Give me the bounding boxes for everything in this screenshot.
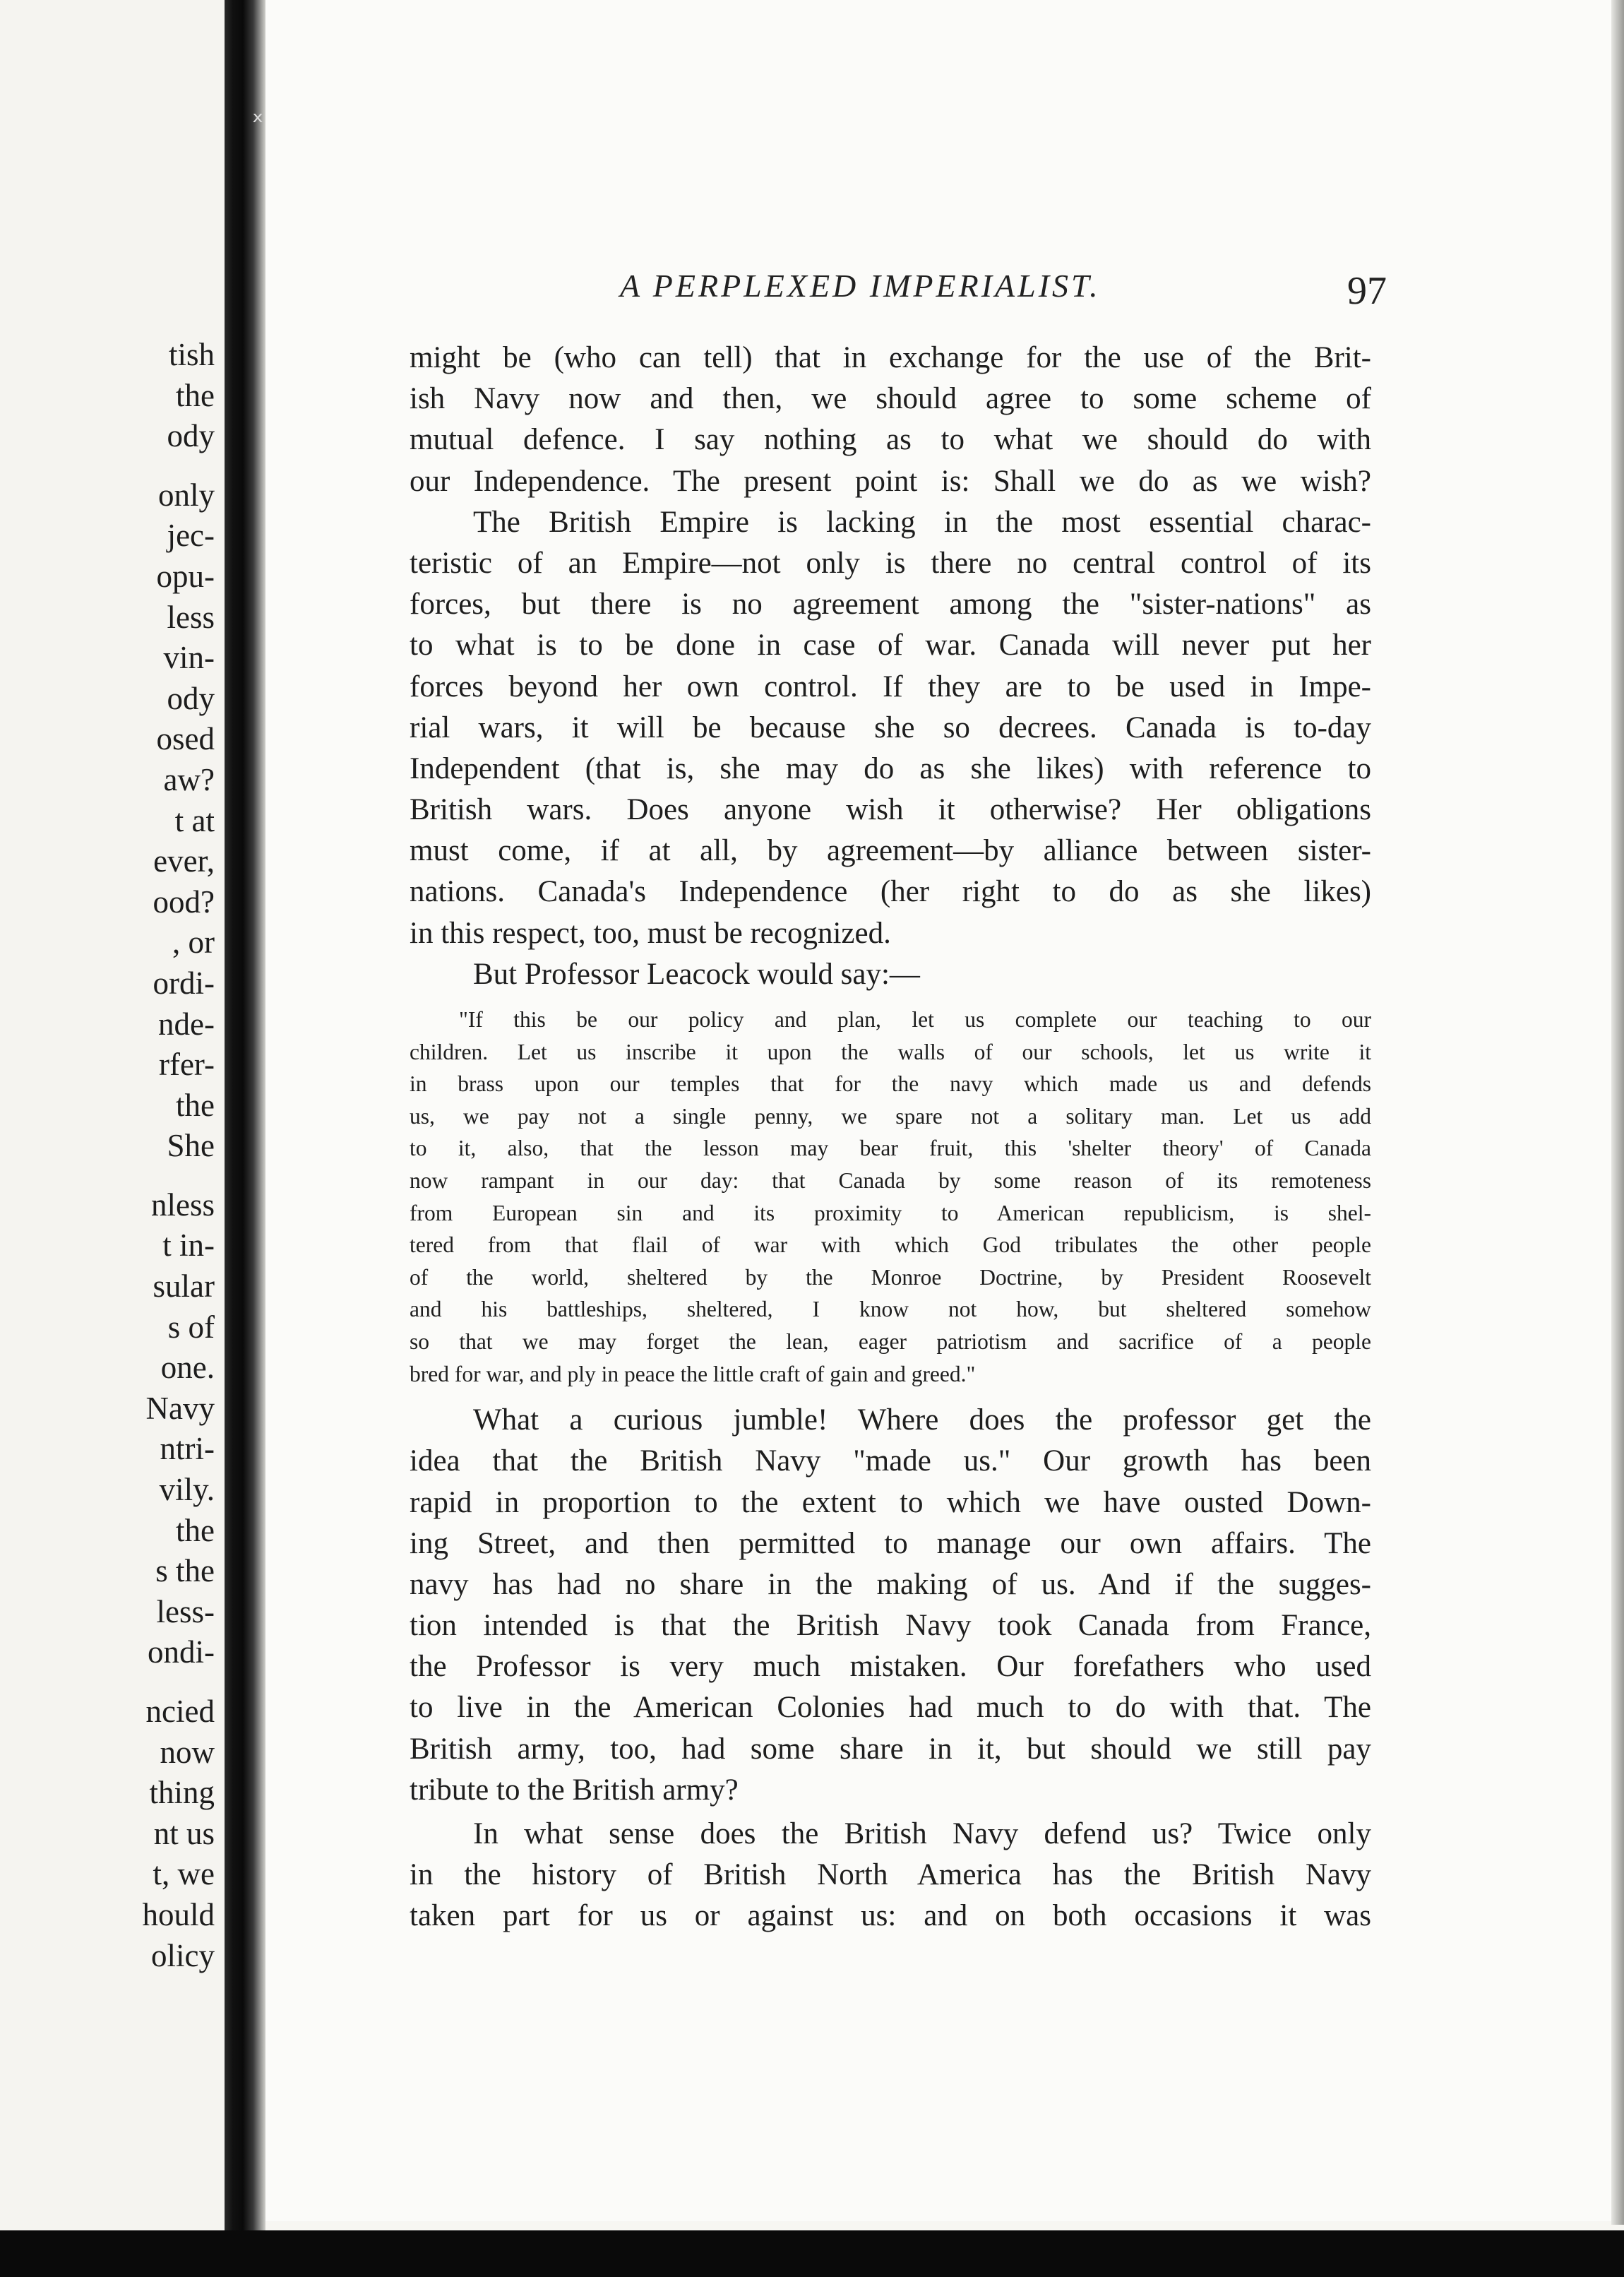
quotation-line: bred for war, and ply in peace the little craft of gain and greed."	[410, 1361, 976, 1386]
facing-page-fragment: nless	[151, 1187, 215, 1223]
facing-page-fragment: aw?	[163, 761, 215, 797]
facing-page-fragment: ncied	[145, 1693, 215, 1729]
quotation-line: to it, also, that the lesson may bear fruit, this 'shelter theory' of Canada	[410, 1136, 1371, 1161]
facing-page-fragment: t in-	[162, 1227, 215, 1264]
scanner-border	[0, 2230, 1624, 2277]
facing-page-fragment: less-	[156, 1593, 215, 1629]
text-line: forces beyond her own control. If they are to be used in Impe-	[410, 670, 1371, 703]
facing-page-fragment: the	[176, 1512, 215, 1548]
page-edge	[1611, 0, 1624, 2225]
facing-page-fragment: olicy	[151, 1937, 215, 1973]
facing-page-fragment: ood?	[153, 884, 215, 920]
facing-page-fragment: only	[157, 477, 215, 513]
quotation-line: so that we may forget the lean, eager patriotism and sacrifice of a people	[410, 1328, 1371, 1354]
quotation-line: now rampant in our day: that Canada by some reason of its remoteness	[410, 1167, 1371, 1193]
block-quotation	[410, 1004, 1371, 1390]
facing-page-fragment: nde-	[158, 1006, 215, 1042]
facing-page-fragment: rfer-	[158, 1047, 215, 1083]
facing-page-fragment: Navy	[145, 1390, 215, 1426]
facing-page-fragment: the	[176, 1087, 215, 1123]
facing-page-fragment: nt us	[153, 1815, 215, 1851]
text-line: mutual defence. I say nothing as to what we should do with	[410, 423, 1371, 457]
page-number: 97	[1347, 269, 1387, 313]
facing-page-fragment: less	[167, 599, 215, 635]
facing-page-fragment: now	[160, 1734, 215, 1770]
quotation-line: and his battleships, sheltered, I know not how, but sheltered somehow	[410, 1297, 1371, 1322]
quotation-line: of the world, sheltered by the Monroe Doctrine, by President Roosevelt	[410, 1264, 1371, 1290]
facing-page-fragment: t at	[174, 802, 215, 838]
text-line: idea that the British Navy "made us." Our growth has been	[410, 1444, 1371, 1478]
binding-mark: ˣ	[251, 106, 264, 138]
facing-page-fragment: the	[176, 377, 215, 413]
text-line: nations. Canada's Independence (her right to do as she likes)	[410, 875, 1371, 909]
quotation-line: children. Let us inscribe it upon the walls of our schools, let us write it	[410, 1039, 1371, 1064]
paragraph	[410, 338, 1371, 502]
facing-page-fragment: hould	[142, 1896, 215, 1932]
quotation-line: tered from that flail of war with which God tribulates the other people	[410, 1232, 1371, 1258]
facing-page-fragment: sular	[153, 1268, 215, 1304]
facing-page-fragment: vin-	[163, 640, 215, 676]
paragraph	[410, 502, 1371, 954]
text-line: our Independence. The present point is: Shall we do as we wish?	[410, 464, 1371, 498]
text-line: in the history of British North America has the British Navy	[410, 1858, 1371, 1892]
facing-page-fragment: ody	[167, 418, 215, 454]
paragraph	[410, 1814, 1371, 1937]
facing-page-fragment: t, we	[153, 1856, 215, 1892]
facing-page-fragment: She	[167, 1128, 215, 1164]
text-line: the Professor is very much mistaken. Our forefathers who used	[410, 1650, 1371, 1684]
facing-page-fragment: ordi-	[153, 965, 215, 1001]
text-line: British wars. Does anyone wish it otherwise? Her obligations	[410, 793, 1371, 827]
facing-page-fragment: s the	[155, 1553, 215, 1589]
text-line: The British Empire is lacking in the most essential charac-	[473, 505, 1371, 539]
text-line: Independent (that is, she may do as she likes) with reference to	[410, 751, 1371, 785]
facing-page-fragment: vily.	[159, 1472, 215, 1508]
quotation-line: us, we pay not a single penny, we spare not a solitary man. Let us add	[410, 1103, 1371, 1129]
text-line: navy has had no share in the making of us. And if the sugges-	[410, 1567, 1371, 1601]
paragraph	[410, 954, 1371, 995]
text-line: teristic of an Empire—not only is there no central control of its	[410, 546, 1371, 580]
text-line: might be (who can tell) that in exchange for the use of the Brit-	[410, 341, 1371, 374]
book-gutter	[225, 0, 265, 2235]
text-line: In what sense does the British Navy defend us? Twice only	[473, 1817, 1371, 1850]
text-line: ing Street, and then permitted to manage our own affairs. The	[410, 1526, 1371, 1560]
text-line: taken part for us or against us: and on both occasions it was	[410, 1899, 1371, 1933]
text-line: rial wars, it will be because she so decrees. Canada is to-day	[410, 711, 1371, 744]
text-line: rapid in proportion to the extent to which we have ousted Down-	[410, 1485, 1371, 1519]
facing-page-fragment: thing	[149, 1775, 215, 1811]
facing-page-fragment: opu-	[156, 558, 215, 594]
text-line: tribute to the British army?	[410, 1773, 739, 1807]
facing-page-fragment: tish	[168, 337, 215, 372]
facing-page-fragment: ody	[167, 680, 215, 716]
paragraph	[410, 1400, 1371, 1811]
running-title: A PERPLEXED IMPERIALIST.	[620, 268, 1101, 304]
text-line: in this respect, too, must be recognized.	[410, 916, 891, 950]
facing-page-fragment: osed	[156, 721, 215, 757]
text-line: ish Navy now and then, we should agree to some scheme of	[410, 382, 1371, 416]
quotation-line: "If this be our policy and plan, let us complete our teaching to our	[459, 1007, 1371, 1032]
text-line: to live in the American Colonies had much to do with that. The	[410, 1691, 1371, 1725]
text-line: tion intended is that the British Navy took Canada from France,	[410, 1609, 1371, 1643]
text-line: What a curious jumble! Where does the professor get the	[473, 1403, 1371, 1437]
facing-page-fragment: s of	[167, 1309, 215, 1345]
facing-page-fragment: ever,	[153, 843, 215, 879]
text-line: forces, but there is no agreement among the "sister-nations" as	[410, 588, 1371, 622]
facing-page-fragment: one.	[160, 1350, 215, 1386]
body-text	[410, 338, 1371, 1937]
text-line: to what is to be done in case of war. Canada will never put her	[410, 629, 1371, 662]
facing-page-fragment: ondi-	[148, 1634, 215, 1670]
facing-page-fragment: ntri-	[160, 1431, 215, 1467]
facing-page-left	[0, 0, 225, 2232]
facing-page-fragment: jec-	[167, 518, 215, 554]
quotation-line: in brass upon our temples that for the navy which made us and defends	[410, 1071, 1371, 1097]
text-line: British army, too, had some share in it, but should we still pay	[410, 1732, 1371, 1766]
facing-page-fragment: , or	[172, 925, 215, 961]
text-line: must come, if at all, by agreement—by alliance between sister-	[410, 834, 1371, 868]
text-line: But Professor Leacock would say:—	[473, 957, 920, 991]
quotation-line: from European sin and its proximity to American republicism, is shel-	[410, 1200, 1371, 1225]
